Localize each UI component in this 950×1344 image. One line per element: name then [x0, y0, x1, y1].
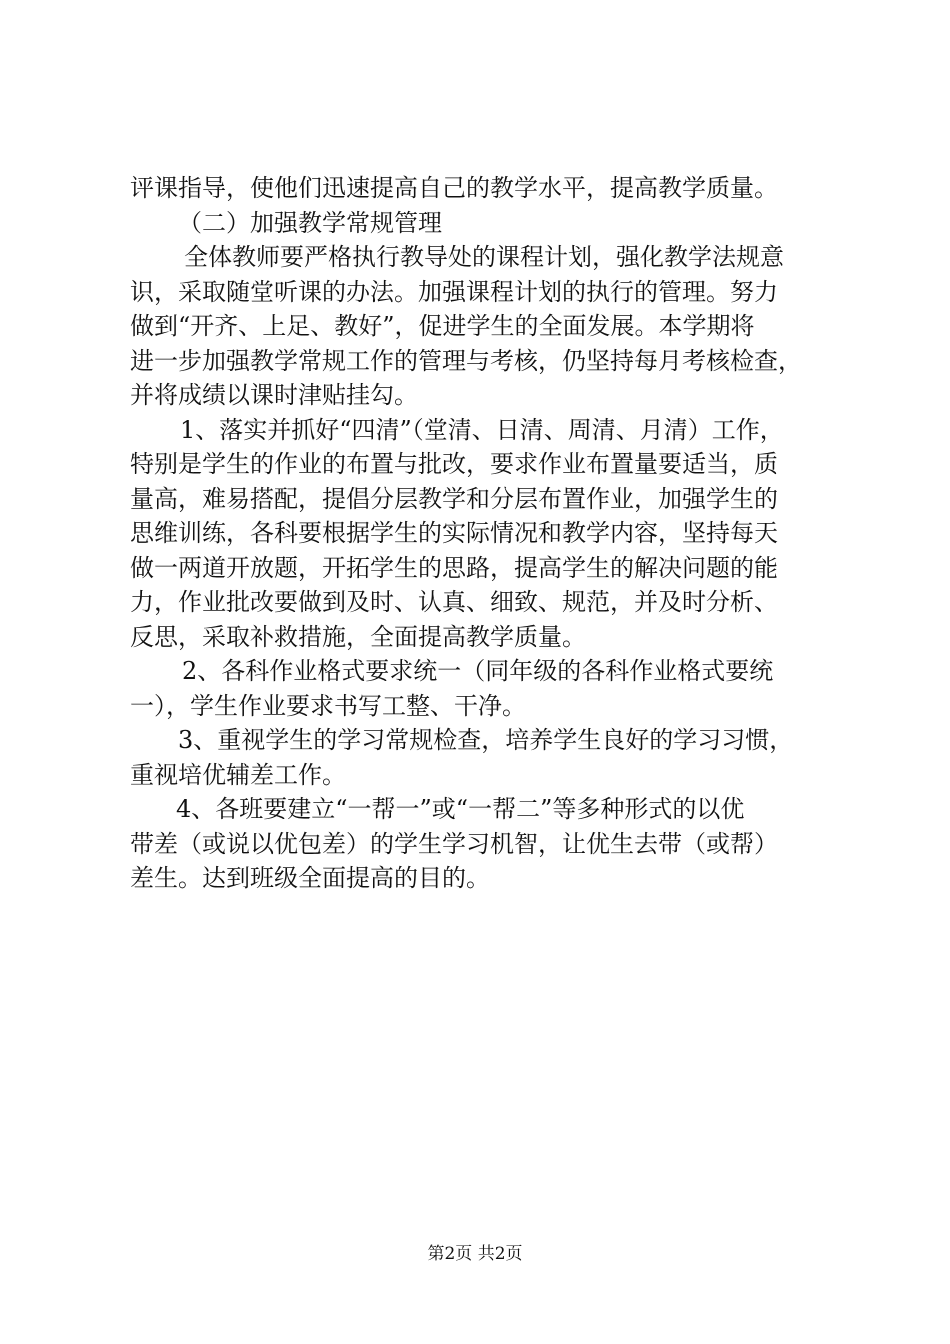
body-line: 差生。达到班级全面提高的目的。	[130, 864, 490, 892]
body-line: 识，采取随堂听课的办法。加强课程计划的执行的管理。努力	[130, 277, 778, 306]
body-line: 做一两道开放题，开拓学生的思路，提高学生的解决问题的能	[130, 553, 778, 582]
page-number-footer: 第2页 共2页	[427, 1244, 523, 1264]
body-line: 力，作业批改要做到及时、认真、细致、规范，并及时分析、	[130, 588, 778, 616]
list-item-line: 3、重视学生的学习常规检查，培养学生良好的学习习惯，	[178, 726, 794, 754]
list-item-line: 1、落实并抓好“四清”（堂清、日清、周清、月清）工作，	[180, 415, 784, 444]
body-line: 做到“开齐、上足、教好”，促进学生的全面发展。本学期将	[130, 312, 755, 340]
body-line: 全体教师要严格执行教导处的课程计划，强化教学法规意	[184, 243, 784, 271]
body-line: 反思，采取补救措施，全面提高教学质量。	[130, 622, 586, 651]
body-line: 重视培优辅差工作。	[130, 760, 346, 789]
body-line: 进一步加强教学常规工作的管理与考核，仍坚持每月考核检查，	[130, 346, 802, 375]
list-item-line: 2、各科作业格式要求统一（同年级的各科作业格式要统	[182, 657, 774, 685]
list-item-line: 4、各班要建立“一帮一”或“一帮二”等多种形式的以优	[176, 795, 745, 823]
body-line: 评课指导，使他们迅速提高自己的教学水平，提高教学质量。	[130, 174, 778, 202]
body-line: 特别是学生的作业的布置与批改，要求作业布置量要适当，质	[130, 450, 778, 478]
section-heading: （二）加强教学常规管理	[178, 208, 442, 237]
body-line: 并将成绩以课时津贴挂勾。	[130, 381, 418, 409]
body-line: 思维训练，各科要根据学生的实际情况和教学内容，坚持每天	[130, 519, 778, 547]
body-line: 量高，难易搭配，提倡分层教学和分层布置作业，加强学生的	[130, 484, 778, 513]
body-line: 一），学生作业要求书写工整、干净。	[130, 691, 526, 720]
body-line: 带差（或说以优包差）的学生学习机智，让优生去带（或帮）	[130, 829, 778, 858]
document-body	[130, 171, 830, 896]
